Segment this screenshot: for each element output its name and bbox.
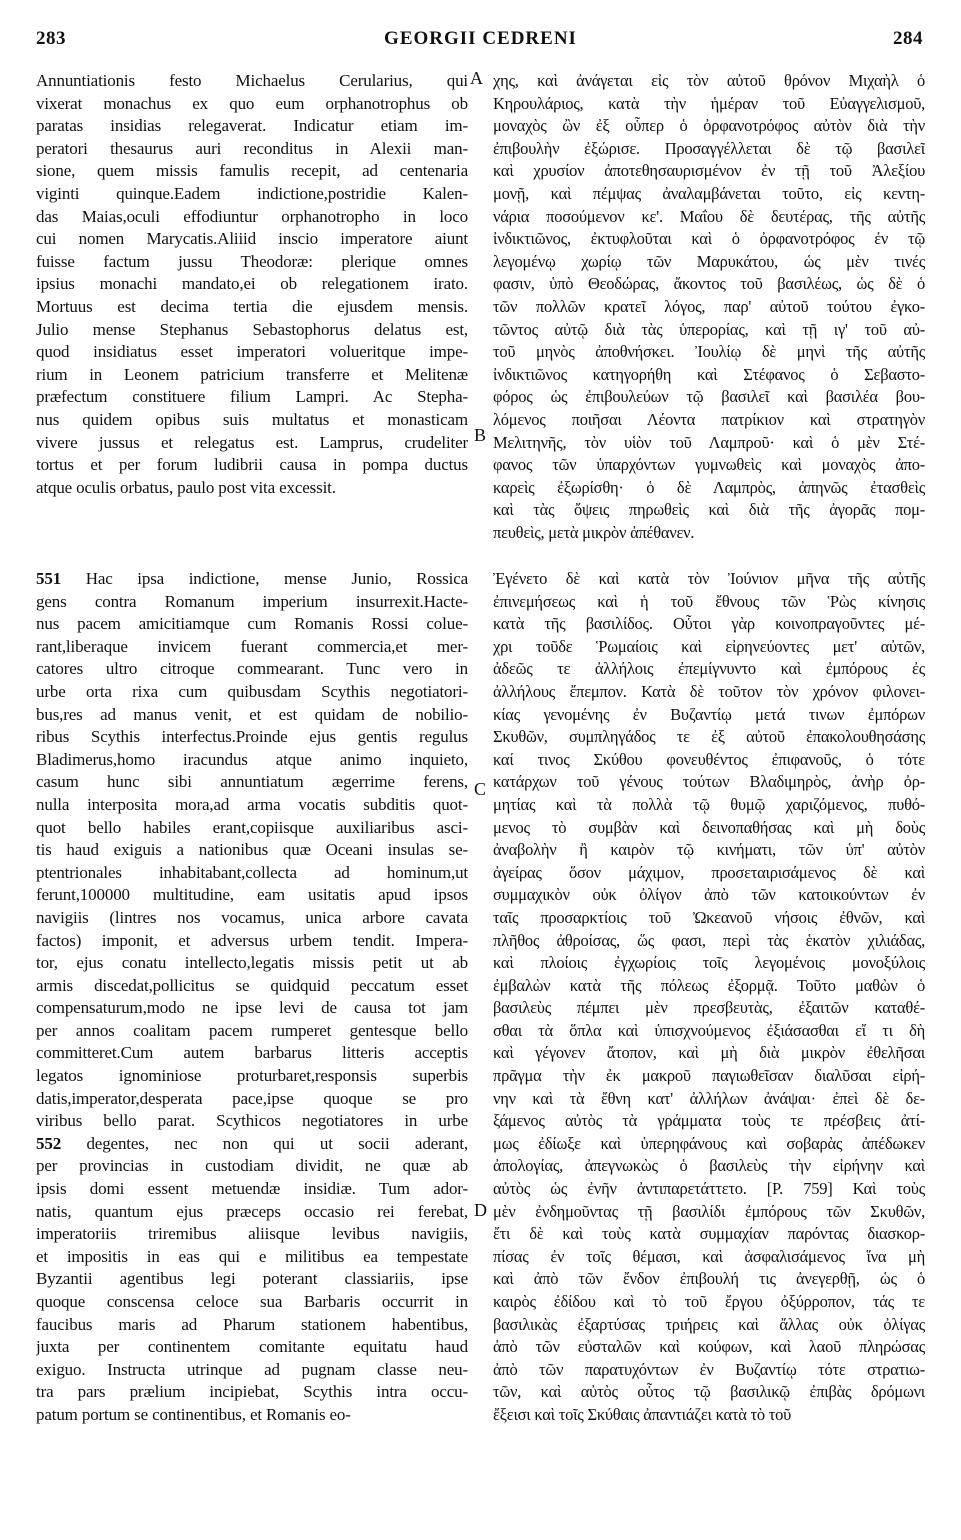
greek-text-line: τῶντος αὐτῷ διὰ τὰς ὑπερορίας, καὶ τῇ ιγ' τοῦ αὐ-	[493, 319, 925, 339]
greek-paragraph-1	[493, 70, 925, 544]
latin-text-line: Mortuus est decima tertia die ejusdem mensis.	[36, 296, 468, 316]
greek-text-line: πίσας ἐν τοῖς θέμασι, καὶ ἀσφαλισάμενος ἵνα μὴ	[493, 1246, 925, 1266]
greek-text-line: μὲν ἐνδημοῦντας τῇ βασιλίδι ἐμπόρους τῶν Σκυθῶν,	[493, 1201, 925, 1221]
greek-text-line: ἀπὸ τῶν εὐσταλῶν καὶ κούφων, καὶ λαοῦ πληρώσας	[493, 1337, 925, 1357]
latin-text-line	[36, 997, 468, 1020]
latin-text-line: atque oculis orbatus, paulo post vita excessit.	[36, 477, 336, 497]
greek-text-line: λεγομένῳ χωρίῳ τῶν Μαρυκάτου, ὡς μὲν τινές	[493, 251, 925, 271]
latin-text-line	[36, 817, 468, 840]
latin-text-line: das Maias,oculi effodiuntur orphanotropho in loco	[36, 206, 468, 226]
latin-text-line	[36, 794, 468, 817]
latin-text-line	[36, 907, 468, 930]
greek-text-line: κατὰ τῆς βασιλίδος. Οὗτοι γὰρ κοινοπραγοῦντες μέ-	[493, 614, 925, 634]
latin-text-line	[36, 1381, 468, 1404]
greek-text-line: Μελιτηνῆς, τὸν υἱὸν τοῦ Λαμπροῦ· καὶ ὁ μὲν Στέ-	[493, 432, 925, 452]
margin-marker-b: B	[474, 425, 487, 445]
line-text: Bladimerus,homo iracundus atque animo inquieto,	[36, 749, 468, 769]
greek-text-line: χης, καὶ ἀνάγεται εἰς τὸν αὐτοῦ θρόνον Μιχαὴλ ὁ	[493, 71, 925, 90]
line-text: tor, ejus conatu intellecto,legatis missis petit ut ab	[36, 953, 468, 973]
line-text: tra pars prælium incipiebat, Scythis intra occu-	[36, 1382, 468, 1402]
latin-text-line	[36, 1088, 468, 1111]
greek-text-line: κίας γενομένης ἐν Βυζαντίῳ μετά τινων ἐμπόρων	[493, 704, 925, 724]
greek-text-line: καὶ ἀπὸ τῶν ἔνδον ἐπιβουλή τις ἀνεγερθῇ, ὡς ὁ	[493, 1269, 925, 1289]
greek-text-line: ἀναβολὴν ἢ καιρὸν τῷ κινήματι, τῶν ὑπ' αὐτὸν	[493, 840, 925, 860]
latin-text-line	[36, 1268, 468, 1291]
line-text: quot bello habiles erant,copiisque auxiliaribus asci-	[36, 817, 468, 837]
line-text: Hac ipsa indictione, mense Junio, Rossica	[61, 569, 468, 588]
greek-text-line: ἀπολογίας, ἀπεγνωκὼς ὁ βασιλεὺς τὴν εἰρήνην καὶ	[493, 1156, 925, 1176]
latin-text-line	[36, 1223, 468, 1246]
page-number-right: 284	[893, 28, 923, 49]
latin-text-line	[36, 1336, 468, 1359]
greek-text-line: καρεὶς ἐξωρίσθη· ὁ δὲ Λαμπρὸς, ἀπηνῶς ἐτασθεὶς	[493, 477, 925, 497]
greek-text-line: χρι τοῦδε Ῥωμαίοις καὶ εἰρηνεύοντες μετ' αὐτῶν,	[493, 636, 925, 656]
latin-text-line: rium in Leonem patricium transferre et Melitenæ	[36, 364, 468, 384]
line-text: exiguo. Instructa utrinque ad pugnam classe neu-	[36, 1359, 468, 1379]
greek-text-line: βασιλεὺς πέμπει μὲν πρεσβευτὰς, ἐξαιτῶν καταθέ-	[493, 998, 925, 1018]
greek-text-line: μητίας καὶ τὰ πολλὰ τῷ θυμῷ χαριζόμενος, πυθό-	[493, 794, 925, 814]
line-text: catores ultro citroque commearant. Tunc vero in	[36, 659, 468, 679]
section-number: 552	[36, 1133, 62, 1153]
line-text: urbe orta rixa cum quibusdam Scythis negotiatori-	[36, 681, 468, 701]
latin-text-line	[36, 1404, 468, 1427]
line-text: bus,res ad manus venit, et est quidam de nobilio-	[36, 704, 468, 724]
line-text: compensaturum,modo ne ipse levi de causa tot jam	[36, 998, 468, 1018]
latin-text-line	[36, 749, 468, 772]
line-text: ptentrionales inhabitabant,collecta ad hominum,ut	[36, 862, 468, 882]
greek-text-line: καὶ τὰς ὄψεις πηρωθεὶς καὶ διὰ τῆς ἀγορᾶς πομ-	[493, 500, 925, 520]
latin-text-line	[36, 1155, 468, 1178]
greek-text-line: ἀδεῶς τε ἀλλήλοις ἐπεμίγνυντο καὶ ἐμπόρους ἐς	[493, 659, 925, 679]
latin-text-line	[36, 771, 468, 794]
latin-text-line	[36, 1020, 468, 1043]
latin-text-line	[36, 1246, 468, 1269]
line-text: committeret.Cum autem barbarus litteris acceptis	[36, 1043, 468, 1063]
latin-text-line	[36, 975, 468, 998]
latin-text-line: Annuntiationis festo Michaelus Cerularius, qui	[36, 71, 468, 90]
latin-text-line: cui nomen Marycatis.Aliiid inscio imperatore aiunt	[36, 229, 468, 249]
greek-text-line: μονῇ, καὶ πέμψας ἀναλαμβάνεται τοῦτο, εἰς κεντη-	[493, 183, 925, 203]
greek-text-line: τῶν πολλῶν κρατεῖ λόγος, παρ' αὐτοῦ τούτου ἐγκο-	[493, 296, 925, 316]
greek-text-line: φανος τῶν ὑπαρχόντων γυμνωθεὶς καὶ μοναχὸς ἀπο-	[493, 455, 925, 475]
margin-marker-d: D	[474, 1200, 487, 1220]
greek-text-line: νην καὶ τὰ ἔθνη κατ' ἀλλήλων ἀνάψαι· ἐπεὶ δὲ δε-	[493, 1088, 925, 1108]
latin-text-line	[36, 1314, 468, 1337]
line-text: ribus Scythis interfectus.Proinde ejus gentis regulus	[36, 727, 468, 747]
latin-text-line: fuisse factum jussu Theodoræ: plerique omnes	[36, 251, 468, 271]
latin-text-line	[36, 839, 468, 862]
line-text: legatos ignominiose proturbaret,responsis superbis	[36, 1066, 468, 1086]
greek-text-line: φασιν, ὑπὸ Θεοδώρας, ἄκοντος τοῦ βασιλέως, ὡς δὲ ὁ	[493, 274, 925, 294]
greek-text-line: ἔτι δὲ καὶ τοὺς κατὰ συμμαχίαν παρόντας διασκορ-	[493, 1224, 925, 1244]
latin-text-line: quod insidiatus esset imperatori volueritque impe-	[36, 342, 468, 362]
latin-text-line	[36, 1133, 468, 1156]
greek-text-line: τῶν, καὶ αὐτὸς οὗτος τῷ βασιλικῷ ἐπιβὰς δρόμωνι	[493, 1382, 925, 1402]
page-number-left: 283	[36, 28, 66, 49]
greek-text-line: πλῆθος ἀθροίσας, ὥς φασι, περὶ τὰς ἑκατὸν χιλιάδας,	[493, 930, 925, 950]
latin-text-line	[36, 1201, 468, 1224]
greek-text-line: ἀγείρας ὅσον μάχιμον, προσεταιρισάμενος δὲ καὶ	[493, 862, 925, 882]
latin-text-line: ipsius monachi mandato,ei ob relegationem irato.	[36, 274, 468, 294]
latin-text-line: vixerat monachus ex quo eum orphanotrophus ob	[36, 93, 468, 113]
line-text: degentes, nec non qui ut socii aderant,	[61, 1133, 468, 1153]
greek-text-line: καὶ πλοίοις ἐγχωρίοις τοῖς λεγομένοις μονοξύλοις	[493, 953, 925, 973]
line-text: nulla interposita mora,ad arma vocatis subditis quot-	[36, 794, 468, 814]
latin-text-line	[36, 568, 468, 591]
page-header	[0, 28, 961, 58]
greek-text-line: ἐμβαλὼν κατὰ τῆς πόλεως ἐξορμᾷ. Τοῦτο μαθὼν ὁ	[493, 975, 925, 995]
greek-text-line: ἀλλήλους ἔπεμπον. Κατὰ δὲ τοῦτον τὸν χρόνον φιλονει-	[493, 681, 925, 701]
line-text: et impositis in eas qui e militibus ea tempestate	[36, 1246, 468, 1266]
greek-paragraph-2	[493, 568, 925, 1427]
latin-text-line	[36, 681, 468, 704]
greek-text-line: μως ἐδίωξε καὶ ὑπερηφάνους καὶ σοβαρὰς ἀπέδωκεν	[493, 1133, 925, 1153]
greek-text-line: σθαι τὰ ὅπλα καὶ ὑπισχνούμενος ἐξιάσασθαι εἴ τι δὴ	[493, 1020, 925, 1040]
greek-text-line: λόμενος ποιῆσαι Λέοντα πατρίκιον καὶ στρατηγὸν	[493, 409, 925, 429]
latin-text-line: vivere jussus et relegatus est. Lamprus, crudeliter	[36, 432, 468, 452]
greek-text-line: βασιλικὰς ἐξαρτύσας τριήρεις καὶ ἄλλας οὐκ ὀλίγας	[493, 1314, 925, 1334]
greek-text-line: καὶ χρυσίον ἀποτεθησαυρισμένον ἐν τῇ τοῦ Ἀλεξίου	[493, 161, 925, 181]
latin-text-line: nus quidem opibus suis multatus et monasticam	[36, 409, 468, 429]
greek-text-line: νάρια ποσούμενον κε'. Μαΐου δὲ δευτέρας, τῆς αὐτῆς	[493, 206, 925, 226]
line-text: gens contra Romanum imperium insurrexit.Hacte-	[36, 591, 468, 611]
latin-text-line	[36, 726, 468, 749]
line-text: armis discedat,pollicitus se quidquid peccatum esset	[36, 975, 468, 995]
latin-text-line: Julio mense Stephanus Sebastophorus delatus est,	[36, 319, 468, 339]
latin-paragraph-2	[36, 568, 468, 1427]
latin-text-line	[36, 862, 468, 885]
latin-text-line: viginti quinque.Eadem indictione,postridie Kalen-	[36, 183, 468, 203]
line-text: per annos coalitam pacem rumperet gentesque bello	[36, 1020, 468, 1040]
latin-text-line	[36, 952, 468, 975]
greek-text-line: ἰνδικτιῶνος κατηγορήθη καὶ Στέφανος ὁ Σεβαστο-	[493, 364, 925, 384]
greek-text-line: Σκυθῶν, συμπληγάδος τε ἐξ αὐτοῦ ἐπακολουθησάσης	[493, 727, 925, 747]
line-text: ferunt,100000 multitudine, eam usitatis apud ipsos	[36, 885, 468, 905]
latin-text-line	[36, 704, 468, 727]
greek-text-line: ξάμενος αὐτὸς τὰ γράμματα τοὺς τε πρέσβεις ἀτί-	[493, 1111, 925, 1131]
latin-text-line	[36, 1042, 468, 1065]
line-text: quoque conscensa celoce sua Barbaris occurrit in	[36, 1292, 468, 1311]
latin-text-line	[36, 613, 468, 636]
greek-text-line: ἰνδικτιῶνος, ἐκτυφλοῦται καὶ ὁ ὀρφανοτρόφος ἐν τῷ	[493, 229, 925, 249]
line-text: patum portum se continentibus, et Romanis eo-	[36, 1404, 351, 1424]
line-text: imperatoriis triremibus aliisque levibus navigiis,	[36, 1224, 468, 1244]
greek-text-line: τοῦ μηνὸς ἀποθνήσκει. Ἰουλίῳ δὲ μηνὶ τῆς αὐτῆς	[493, 342, 925, 362]
latin-text-line	[36, 1291, 468, 1314]
greek-text-line: ἔξεισι καὶ τοῖς Σκύθαις ἀπαντιάζει κατὰ τὸ τοῦ	[493, 1404, 792, 1424]
latin-text-line: peratori thesaurus auri reconditus in Alexii man-	[36, 138, 468, 158]
line-text: factos) imponit, et adversus urbem tendit. Impera-	[36, 930, 468, 950]
line-text: faucibus maris ad Pharum stationem habentibus,	[36, 1314, 468, 1334]
greek-text-line: Κηρουλάριος, κατὰ τὴν ἡμέραν τοῦ Εὐαγγελισμοῦ,	[493, 93, 925, 113]
greek-text-line: πρᾶγμα τὴν ἐκ μακροῦ παγιωθεῖσαν διαλῦσαι εἰρή-	[493, 1066, 925, 1086]
greek-text-line: πευθεὶς, μετὰ μικρὸν ἀπέθανεν.	[493, 522, 695, 542]
latin-text-line	[36, 636, 468, 659]
latin-text-line	[36, 591, 468, 614]
greek-text-line: ταῖς προσαρκτίοις τοῦ Ὠκεανοῦ νήσοις ἐθνῶν, καὶ	[493, 907, 925, 927]
line-text: tis haud exiguis a nationibus quæ Oceani insulas se-	[36, 840, 468, 860]
line-text: ipsis domi essent metuendæ insidiæ. Tum ador-	[36, 1179, 468, 1199]
line-text: Byzantii agentibus legi poterant classiariis, ipse	[36, 1269, 468, 1289]
greek-text-line: μενος τὸ συμβὰν καὶ δεινοπαθήσας καὶ μὴ δοὺς	[493, 817, 925, 837]
greek-text-line: αὐτὸς ὡς ἐνῆν ἀντιπαρετάττετο. [P. 759] Καὶ τοὺς	[493, 1179, 925, 1199]
latin-text-line: sione, quem missis famulis recepit, ad centenaria	[36, 161, 468, 181]
greek-text-line: ἀπὸ τῶν παρατυχόντων ἐν Βυζαντίῳ τότε στρατιω-	[493, 1359, 925, 1379]
greek-text-line: ἐπιβουλὴν ἐξώρισε. Προσαγγέλλεται δὲ τῷ βασιλεῖ	[493, 138, 925, 158]
greek-text-line: φόρος ὡς ἐπιβουλεύων τῷ βασιλεῖ καὶ βασιλέα βου-	[493, 387, 925, 407]
greek-text-line: κατάρχων τοῦ γένους τούτων Βλαδιμηρὸς, ἀνὴρ ὀρ-	[493, 772, 925, 792]
section-number: 551	[36, 569, 62, 588]
margin-marker-a: A	[470, 68, 483, 88]
latin-text-line	[36, 658, 468, 681]
line-text: per provincias in custodiam dividit, ne quæ ab	[36, 1156, 468, 1176]
greek-text-line: ἐπινεμήσεως καὶ ἡ τοῦ ἔθνους τῶν Ῥὼς κίνησις	[493, 591, 925, 611]
latin-text-line	[36, 1359, 468, 1382]
latin-text-line	[36, 930, 468, 953]
latin-text-line: tortus et per forum ludibrii causa in pompa ductus	[36, 455, 468, 475]
latin-text-line: præfectum constituere filium Lampri. Ac Stepha-	[36, 387, 468, 407]
latin-text-line: paratas insidias relegaverat. Indicatur etiam im-	[36, 116, 468, 136]
greek-text-line: Ἐγένετο δὲ καὶ κατὰ τὸν Ἰούνιον μῆνα τῆς αὐτῆς	[493, 569, 925, 588]
greek-text-line: μοναχὸς ὢν ἐξ οὗπερ ὁ ὀρφανοτρόφος αὐτὸν διὰ τὴν	[493, 116, 925, 136]
running-title: GEORGII CEDRENI	[384, 28, 577, 49]
latin-text-line	[36, 884, 468, 907]
line-text: casum hunc sibi annuntiatum ægerrime ferens,	[36, 772, 468, 792]
latin-text-line	[36, 1178, 468, 1201]
greek-text-line: καιρὸς ἐδίδου καὶ τὸ τοῦ ἔργου ὀξύρροπον, τάς τε	[493, 1292, 925, 1311]
latin-paragraph-1	[36, 70, 468, 499]
line-text: nus pacem amicitiamque cum Romanis Rossi colue-	[36, 614, 468, 634]
line-text: datis,imperator,desperata pace,ipse quoque se pro	[36, 1088, 468, 1108]
line-text: juxta per continentem comitante equitatu haud	[36, 1337, 468, 1357]
margin-marker-c: C	[474, 779, 487, 799]
line-text: navigiis (lintres nos vocamus, unica arbore cavata	[36, 907, 468, 927]
greek-text-line: καὶ γέγονεν ἄτοπον, καὶ μὴ διὰ μικρὸν ἐθελῆσαι	[493, 1043, 925, 1063]
greek-text-line: συμμαχικὸν οὐκ ὀλίγον ἀπὸ τῶν κατοικούντων ἐν	[493, 885, 925, 905]
line-text: viribus bello parat. Scythicos negotiatores in urbe	[36, 1111, 468, 1131]
line-text: natis, quantum ejus præceps occasio rei ferebat,	[36, 1201, 468, 1221]
latin-text-line	[36, 1110, 468, 1133]
greek-text-line: καί τινος Σκύθου φονευθέντος ἐπιφανοῦς, ὁ τότε	[493, 749, 925, 769]
line-text: rant,liberaque invicem fuerant commercia,et mer-	[36, 636, 468, 656]
latin-text-line	[36, 1065, 468, 1088]
